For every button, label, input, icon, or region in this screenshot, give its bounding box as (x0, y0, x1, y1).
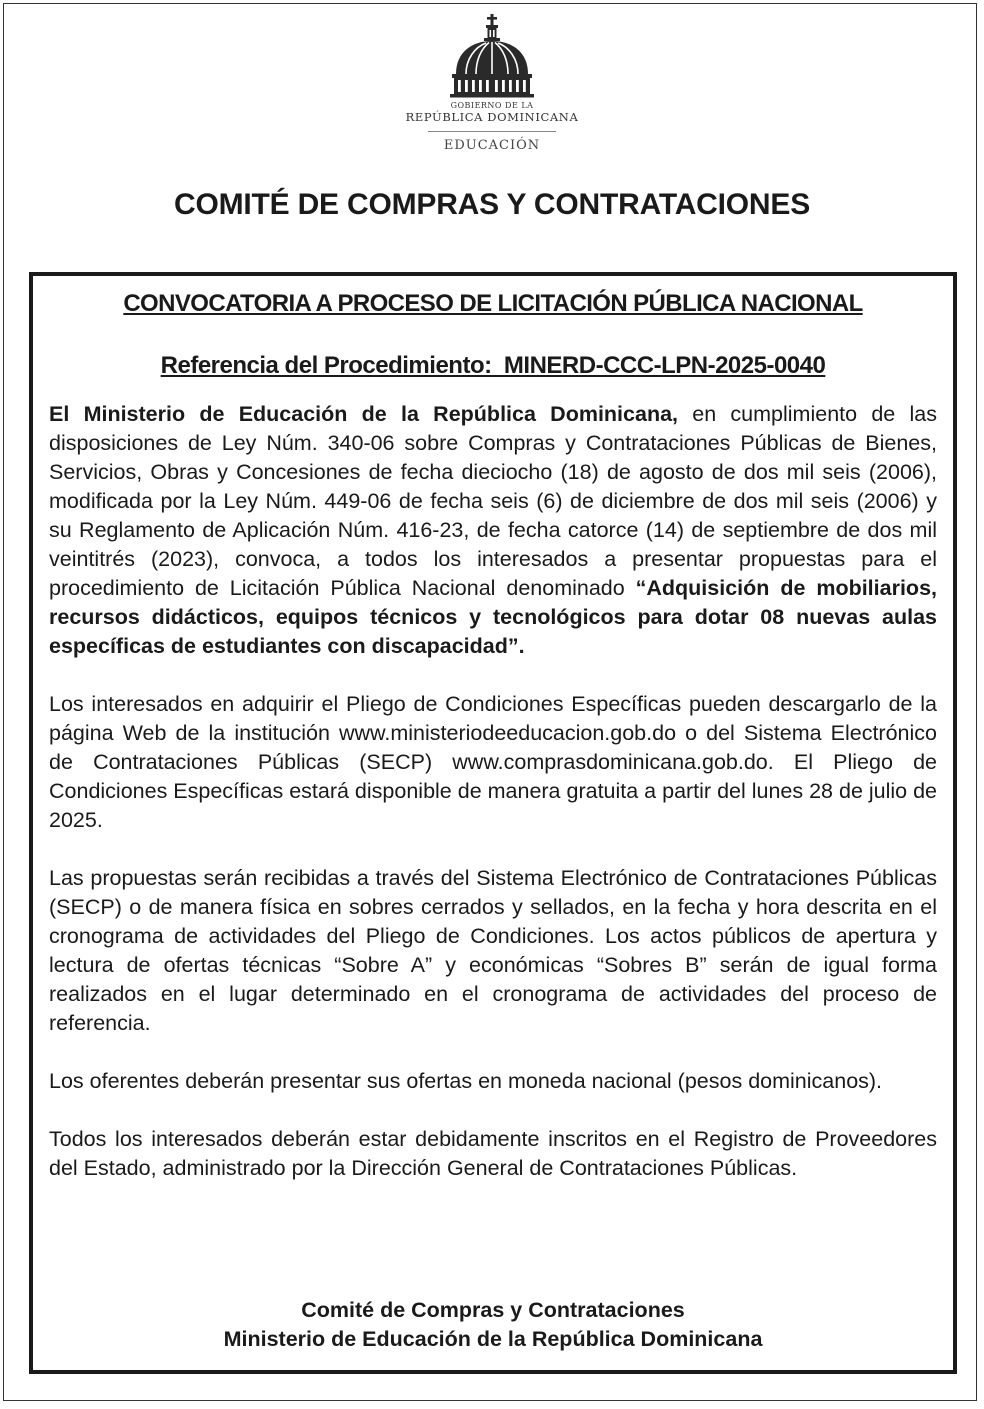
logo-divider (428, 131, 556, 132)
dome-icon (442, 14, 542, 98)
government-logo (0, 14, 984, 153)
signature-block (33, 1296, 953, 1354)
ministry-name: El Ministerio de Educación de la República Dominicana, (49, 402, 679, 426)
paragraph-currency: Los oferentes deberán presentar sus ofertas en moneda nacional (pesos dominicanos). (49, 1069, 883, 1093)
procedure-name: “Adquisición de mobiliarios, recursos didácticos, equipos técnicos y tecnológicos para dotar 08 nuevas aulas específicas de estudiantes con discapacidad”. (49, 576, 937, 658)
logo-government-text: GOBIERNO DE LA (450, 101, 534, 110)
paragraph-registration: Todos los interesados deberán estar debidamente inscritos en el Registro de Proveedores del Estado, administrado por la Dirección General de Contrataciones Públicas. (49, 1127, 937, 1180)
logo-country-text: REPÚBLICA DOMINICANA (405, 110, 579, 124)
convocation-text: en cumplimiento de las disposiciones de Ley Núm. 340-06 sobre Compras y Contrataciones Públicas de Bienes, Servicios, Obras y Concesiones de fecha dieciocho (18) de agosto de dos mil seis (2006), modificada por la Ley Núm. 449-06 de fecha seis (6) de diciembre de dos mil seis (2006) y su Reglamento de Aplicación Núm. 416-23, de fecha catorce (14) de septiembre de dos mil veintitrés (2023), convoca, a todos los interesados a presentar propuestas para el procedimiento de Licitación Pública Nacional denominado (49, 402, 937, 600)
notice-heading: CONVOCATORIA A PROCESO DE LICITACIÓN PÚBLICA NACIONAL (123, 290, 863, 317)
procedure-reference: Referencia del Procedimiento: MINERD-CCC-LPN-2025-0040 (160, 352, 826, 379)
paragraph-convocation (49, 400, 937, 661)
committee-title: COMITÉ DE COMPRAS Y CONTRATACIONES (173, 188, 811, 221)
paragraph-download: Los interesados en adquirir el Pliego de Condiciones Específicas pueden descargarlo de la página Web de la institución www.ministeriodeeducacion.gob.do o del Sistema Electrónico de Contrataciones Públicas (SECP) www.comprasdominicana.gob.do. El Pliego de Condiciones Específicas estará disponible de manera gratuita a partir del lunes 28 de julio de 2025. (49, 692, 938, 832)
logo-ministry-text: EDUCACIÓN (443, 138, 541, 153)
paragraph-submission: Las propuestas serán recibidas a través del Sistema Electrónico de Contrataciones Públicas (SECP) o de manera física en sobres cerrados y sellados, en la fecha y hora descrita en el cronograma de actividades del Pliego de Condiciones. Los actos públicos de apertura y lectura de ofertas técnicas “Sobre A” y económicas “Sobres B” serán de igual forma realizados en el lugar determinado en el cronograma de actividades del proceso de referencia. (49, 866, 937, 1035)
notice-box (29, 272, 957, 1374)
signature-committee: Comité de Compras y Contrataciones (301, 1298, 685, 1322)
signature-ministry: Ministerio de Educación de la República Dominicana (223, 1327, 763, 1351)
notice-body (49, 400, 937, 1183)
